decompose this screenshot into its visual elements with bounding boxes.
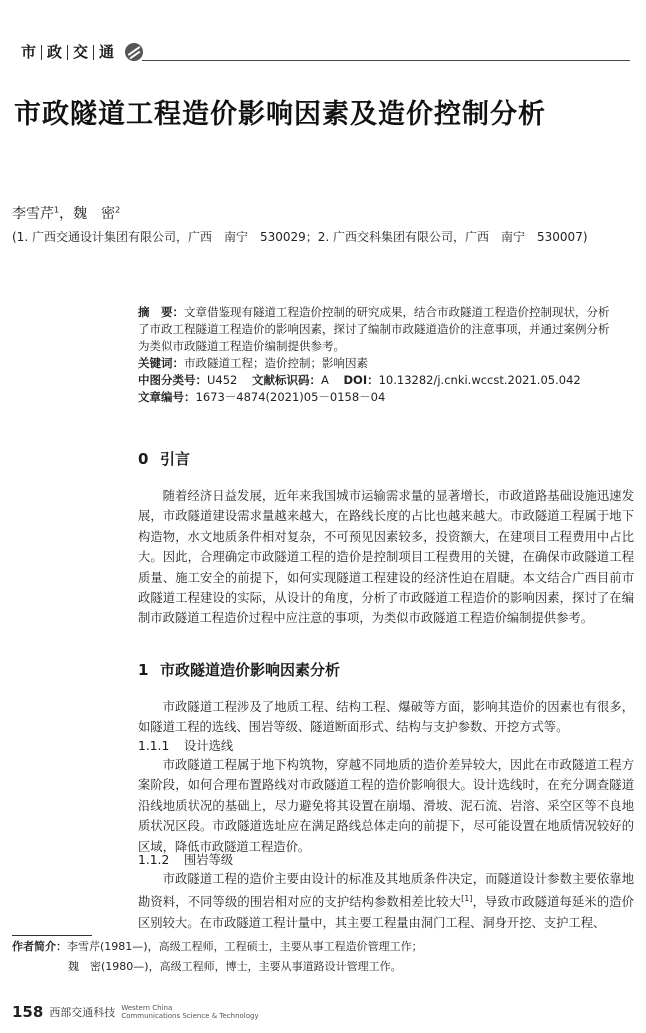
doc-code-value: A <box>321 373 329 387</box>
clc-value: U452 <box>207 373 238 387</box>
article-number-line <box>138 389 634 406</box>
author-name: 李雪芹 <box>12 206 54 222</box>
doi-label: DOI： <box>343 373 379 387</box>
article-number-label: 文章编号： <box>138 390 196 404</box>
abstract-block <box>138 304 634 406</box>
section-heading: 1 市政隧道造价影响因素分析 <box>138 661 341 679</box>
road-emblem-icon <box>125 43 143 61</box>
author-sup: 2 <box>115 205 121 215</box>
author-sup: 1 <box>54 205 60 215</box>
body-paragraph: 市政隧道工程涉及了地质工程、结构工程、爆破等方面，影响其造价的因素也有很多，如隧道工程的选线、围岩等级、隧道断面形式、结构与支护参数、开挖方式等。 <box>138 700 634 735</box>
section-header <box>16 41 630 65</box>
page-number: 158 <box>12 1003 44 1021</box>
subsection-heading: 1.1.2 围岩等级 <box>138 853 234 867</box>
section-char: 通 <box>99 43 115 61</box>
body-paragraph: 随着经济日益发展，近年来我国城市运输需求量的显著增长，市政道路基础设施迅速发展，市政隧道建设需求量越来越大，在路线长度的占比也越来越大。市政隧道工程属于地下构造物，水文地质条件相对复杂，不可预见因素较多，投资额大，在建项目工程费用中占比大。因此，合理确定市政隧道工程的造价是控制项目工程费用的关键，在确保市政隧道工程质量、施工安全的前提下，如何实现隧道工程建设的经济性迫在眉睫。本文结合广西目前市政隧道工程建设的实际，从设计的角度，分析了市政隧道工程造价的影响因素，探讨了在编制市政隧道工程造价过程中应注意的事项，为类似市政隧道工程造价编制提供参考。 <box>138 489 634 626</box>
header-rule <box>142 60 630 61</box>
page-footer <box>12 1003 259 1021</box>
abstract-line: 了市政工程隧道工程造价的影响因素，探讨了编制市政隧道造价的注意事项，并通过案例分析 <box>138 322 610 336</box>
clc-label: 中图分类号： <box>138 373 207 387</box>
author-bio: 作者简介：李雪芹(1981—)，高级工程师，工程硕士，主要从事工程造价管理工作； <box>12 940 423 953</box>
subsection-heading: 1.1.1 设计选线 <box>138 739 234 753</box>
abstract-line: 为类似市政隧道工程造价编制提供参考。 <box>138 339 345 353</box>
classification-line <box>138 372 634 389</box>
journal-name-en: Western China Communications Science & Technology <box>121 1004 259 1020</box>
article-title: 市政隧道工程造价影响因素及造价控制分析 <box>14 99 546 130</box>
footnote-rule <box>12 935 92 936</box>
section-tag <box>16 41 143 63</box>
body-paragraph: 市政隧道工程属于地下构筑物，穿越不同地质的造价差异较大，因此在市政隧道工程方案阶段，如何合理布置路线对市政隧道工程的造价影响很大。设计选线时，在充分调查隧道沿线地质状况的基础上，尽力避免将其设置在崩塌、滑坡、泥石流、岩溶、采空区等不良地质状况区段。市政隧道选址应在满足路线总体走向的前提下，尽可能设置在地质情况较好的区域，降低市政隧道工程造价。 <box>138 758 634 854</box>
affiliation: (1. 广西交通设计集团有限公司，广西 南宁 530029；2. 广西交科集团有限公司，广西 南宁 530007) <box>12 230 588 244</box>
author-bio: 魏 密(1980—)，高级工程师，博士，主要从事道路设计管理工作。 <box>68 960 402 973</box>
article-number-value: 1673－4874(2021)05－0158－04 <box>195 390 386 404</box>
author-bio-label: 作者简介： <box>12 940 67 953</box>
section-heading: 0 引言 <box>138 450 191 468</box>
journal-name: 西部交通科技 <box>49 1006 116 1019</box>
author-name: 魏 密 <box>73 206 116 222</box>
author-line <box>12 203 120 223</box>
section-char: 市 <box>21 43 37 61</box>
citation-ref: [1] <box>461 894 473 904</box>
author-separator: ， <box>59 206 74 222</box>
abstract-line: 摘 要：文章借鉴现有隧道工程造价控制的研究成果，结合市政隧道工程造价控制现状，分析 <box>138 305 610 319</box>
keywords: 关键词：市政隧道工程；造价控制；影响因素 <box>138 356 368 370</box>
doc-code-label: 文献标识码： <box>252 373 321 387</box>
body-paragraph: 市政隧道工程的造价主要由设计的标准及其地质条件决定，而隧道设计参数主要依靠地勘资料，不同等级的围岩相对应的支护结构参数相差比较大[1]，导致市政隧道每延米的造价区别较大。在市政隧道工程计量中，其主要工程量由洞门工程、洞身开挖、支护工程、 <box>138 872 634 930</box>
doi-value: 10.13282/j.cnki.wccst.2021.05.042 <box>378 373 581 387</box>
section-char: 政 <box>47 43 63 61</box>
section-char: 交 <box>73 43 89 61</box>
keywords-label: 关键词： <box>138 356 184 370</box>
abstract-label: 摘 要： <box>138 305 184 319</box>
